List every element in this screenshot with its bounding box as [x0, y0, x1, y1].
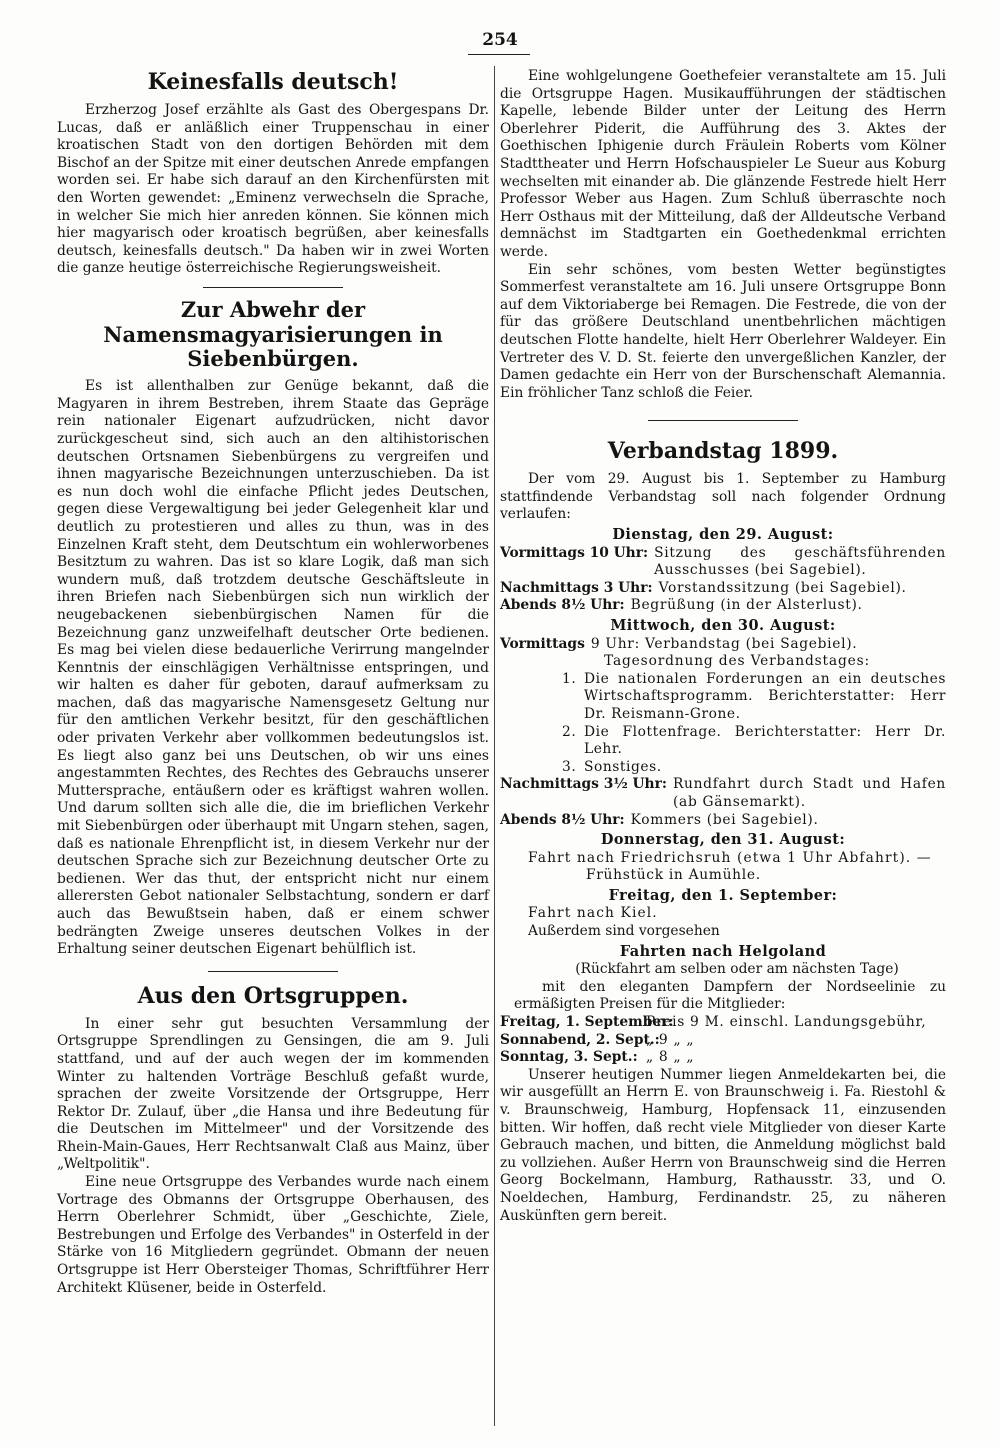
price-row	[500, 1032, 946, 1050]
program-desc: Rundfahrt durch Stadt und Hafen (ab Gänsemarkt).	[672, 776, 946, 810]
goethefeier-paragraph: Eine wohlgelungene Goethefeier veranstaltete am 15. Juli die Ortsgruppe Hagen. Musikaufführungen der städtischen Kapelle, lebende Bilder unter der Leitung des Herrn Oberlehrer Piderit, die Aufführung des 3. Aktes der Goethischen Iphigenie durch Fräulein Roberts vom Kölner Stadttheater und Herrn Hofschauspieler Le Sueur aus Koburg wechselten mit einander ab. Die glänzende Festrede hielt Herr Professor Weber aus Hagen. Zum Schluß überraschte noch Herr Osthaus mit der Mitteilung, daß der Alldeutsche Verband demnächst im Stadtgarten ein Goethedenkmal errichten werde.	[500, 68, 946, 260]
friday-note: Außerdem sind vorgesehen	[528, 923, 720, 940]
price-label: Freitag, 1. September:	[500, 1014, 674, 1031]
day-heading-thursday: Donnerstag, den 31. August:	[600, 831, 846, 849]
page-number: 254	[482, 30, 518, 50]
helgoland-title: Fahrten nach Helgoland	[619, 942, 827, 960]
program-time: Vormittags	[500, 635, 585, 652]
page-number-rule	[468, 54, 530, 55]
program-desc: 9 Uhr: Verbandstag (bei Sagebiel).	[590, 635, 858, 652]
agenda-item-text: Sonstiges.	[584, 758, 662, 775]
agenda-item-text: Die nationalen Forderungen an ein deutsches Wirtschaftsprogramm. Berichterstatter: Herr Dr. Reismann-Grone.	[584, 670, 946, 722]
program-row	[500, 597, 946, 615]
helgoland-subtitle: (Rückfahrt am selben oder am nächsten Tage)	[575, 961, 899, 978]
price-row	[500, 1014, 946, 1032]
agenda-heading: Tagesordnung des Verbandstages:	[604, 653, 870, 670]
article-title-verbandstag: Verbandstag 1899.	[607, 438, 839, 465]
left-column	[57, 64, 489, 1297]
program-time: Nachmittags 3 Uhr:	[500, 579, 653, 596]
program-desc: Vorstandssitzung (bei Sagebiel).	[658, 579, 907, 596]
price-value: Preis 9 M. einschl. Landungsgebühr,	[646, 1014, 927, 1031]
price-value: „ 9 „ „	[646, 1031, 695, 1048]
article-rule	[208, 971, 338, 972]
program-row	[500, 636, 946, 654]
article-body-ortsgruppen-1: In einer sehr gut besuchten Versammlung der Ortsgruppe Sprendlingen zu Gensingen, die am 9. Juli stattfand, und auf der auch wegen der im kommenden Winter zu haltenden Vorträge Beschluß gefaßt wurde, sprachen der zweite Vorsitzende der Ortsgruppe, Herr Rektor Dr. Zulauf, über „die Hansa und ihre Bedeutung für die Deutschen im Mittelmeer" und der Vorsitzende des Rhein-Main-Gaues, Herr Rechtsanwalt Claß aus Mainz, über „Weltpolitik".	[57, 1015, 489, 1173]
right-column	[500, 68, 946, 1225]
program-desc: Kommers (bei Sagebiel).	[630, 811, 819, 828]
closing-paragraph: Unserer heutigen Nummer liegen Anmeldekarten bei, die wir ausgefüllt an Herrn E. von Braunschweig i. Fa. Riestohl & v. Braunschweig, Hamburg, Hopfensack 11, einzusenden bitten. Wir hoffen, daß recht viele Mitglieder von dieser Karte Gebrauch machen, und bitten, die Anmeldung möglichst bald zu vollziehen. Außer Herrn von Braunschweig sind die Herren Georg Bockelmann, Hamburg, Rathausstr. 33, und O. Noeldechen, Hamburg, Ferdinandstr. 25, zu näheren Auskünften gern bereit.	[500, 1066, 946, 1224]
day-heading-wednesday: Mittwoch, den 30. August:	[610, 616, 836, 634]
verbandstag-intro: Der vom 29. August bis 1. September zu Hamburg stattfindende Verbandstag soll nach folgender Ordnung verlaufen:	[500, 471, 946, 523]
program-desc: Sitzung des geschäftsführenden Ausschusses (bei Sagebiel).	[654, 544, 946, 579]
agenda-item-number: 2.	[562, 723, 577, 740]
program-time: Abends 8½ Uhr:	[500, 811, 625, 828]
agenda-item	[500, 724, 946, 759]
article-rule	[203, 287, 343, 288]
friday-line: Fahrt nach Kiel.	[528, 905, 658, 922]
agenda-item	[500, 759, 946, 777]
program-row	[500, 580, 946, 598]
agenda-item-number: 1.	[562, 670, 577, 687]
article-body-keinesfalls: Erzherzog Josef erzählte als Gast des Obergespans Dr. Lucas, daß er anläßlich einer Truppenschau in einer kroatischen Stadt von den dortigen Behörden mit dem Bischof an der Spitze mit einer deutschen Anrede empfangen worden sei. Er habe sich darauf an den Kirchenfürsten mit den Worten gewendet: „Eminenz verwechseln die Sprache, in welcher Sie mich hier anreden können. Sie können mich hier magyarisch oder kroatisch begrüßen, aber keinesfalls deutsch, keinesfalls deutsch." Da haben wir in zwei Worten die ganze heutige österreichische Regierungsweisheit.	[57, 101, 489, 277]
price-label: Sonntag, 3. Sept.:	[500, 1049, 638, 1066]
article-body-abwehr: Es ist allenthalben zur Genüge bekannt, daß die Magyaren in ihrem Bestreben, ihrem Staate das Gepräge rein nationaler Eigenart aufzudrücken, nicht davor zurückgescheut sind, sich auch an den altihistorischen deutschen Ortsnamen Siebenbürgens zu vergreifen und ihnen magyarische Bezeichnungen unterzuschieben. Da ist es nun doch wohl die einfache Pflicht jedes Deutschen, gegen diese Vergewaltigung bei jeder Gelegenheit klar und deutlich zu protestieren und alles zu thun, was in des Einzelnen Kraft steht, dem Deutschtum ein wohlerworbenes Besitztum zu wahren. Das ist so klare Logik, daß man sich wundern muß, daß trotzdem deutsche Geschäftsleute in ihren Briefen nach Siebenbürgen sich nun wirklich der neugebackenen siebenbürgischen Namen für die Bezeichnung ganz unzweifelhaft deutscher Orte bedienen. Es mag bei vielen diese bedauerliche Verirrung mangelnder Kenntnis der einschlägigen Verhältnisse entspringen, und wir halten es daher für geboten, darauf aufmerksam zu machen, daß das magyarische Namensgesetz Geltung nur für den amtlichen Verkehr besitzt, für den geschäftlichen oder privaten Verkehr aber vollkommen bedeutungslos ist. Es liegt also ganz bei uns Deutschen, ob wir uns eines angestammten Rechtes, des Rechtes des Gebrauchs unserer Muttersprache, entäußern oder es kräftigst wahren wollen. Und darum sollten sich alle die, die im brieflichen Verkehr mit Siebenbürgen oder überhaupt mit Ungarn stehen, sagen, daß es nationale Ehrenpflicht ist, in diesem Verkehr nur der deutschen Sprache sich zur Bezeichnung deutscher Orte zu bedienen. Wer das thut, der entspricht nicht nur einem allerersten Gebot nationaler Selbstachtung, sondern er darf auch das Bewußtsein haben, daß er einem schwer bedrängten Zweige unseres deutschen Volkes in der Erhaltung seiner deutschen Eigenart behülflich ist.	[57, 378, 489, 958]
program-row	[500, 545, 946, 580]
thursday-line: Fahrt nach Friedrichsruh (etwa 1 Uhr Abfahrt). —	[528, 849, 932, 866]
article-body-ortsgruppen-2: Eine neue Ortsgruppe des Verbandes wurde nach einem Vortrage des Obmanns der Ortsgruppe Oberhausen, des Herrn Oberlehrer Schmidt, über „Geschichte, Ziele, Bestrebungen und Erfolge des Verbandes" in Osterfeld in der Stärke von 16 Mitgliedern gegründet. Obmann der neuen Ortsgruppe ist Herr Obersteiger Thomas, Schriftführer Herr Architekt Klüsener, beide in Osterfeld.	[57, 1174, 489, 1296]
article-title-abwehr-line2: Namensmagyarisierungen in Siebenbürgen.	[103, 321, 443, 372]
program-desc: Begrüßung (in der Alsterlust).	[630, 597, 863, 614]
agenda-item-number: 3.	[562, 758, 577, 775]
price-row	[500, 1049, 946, 1067]
article-title-ortsgruppen: Aus den Ortsgruppen.	[137, 982, 409, 1009]
agenda-item	[500, 671, 946, 724]
program-time: Abends 8½ Uhr:	[500, 597, 625, 614]
day-heading-friday: Freitag, den 1. September:	[608, 886, 838, 904]
article-title-abwehr-line1: Zur Abwehr der	[180, 296, 366, 322]
helgoland-text: mit den eleganten Dampfern der Nordseelinie zu ermäßigten Preisen für die Mitglieder:	[514, 978, 946, 1013]
sommerfest-paragraph: Ein sehr schönes, vom besten Wetter begünstigtes Sommerfest veranstaltete am 16. Juli unsere Ortsgruppe Bonn auf dem Viktoriaberge bei Remagen. Die Festrede, die von der für das größere Deutschland unentbehrlichen mächtigen deutschen Flotte handelte, hielt Herr Oberlehrer Waldeyer. Ein Vertreter des V. D. St. feierte den unvergeßlichen Kanzler, der Damen gedachte ein Herr von der Burschenschaft Alemannia. Ein fröhlicher Tanz schloß die Feier.	[500, 261, 946, 401]
thursday-line: Frühstück in Aumühle.	[586, 867, 761, 884]
article-rule	[648, 420, 798, 421]
column-divider	[494, 66, 495, 1426]
program-time: Vormittags 10 Uhr:	[500, 544, 649, 561]
agenda-item-text: Die Flottenfrage. Berichterstatter: Herr Dr. Lehr.	[584, 723, 946, 758]
day-heading-tuesday: Dienstag, den 29. August:	[612, 526, 834, 544]
article-title-abwehr	[57, 298, 489, 372]
price-value: „ 8 „ „	[646, 1049, 695, 1066]
article-title-keinesfalls: Keinesfalls deutsch!	[147, 69, 399, 95]
program-row	[500, 812, 946, 830]
program-time: Nachmittags 3½ Uhr:	[500, 776, 667, 793]
program-row	[500, 776, 946, 811]
price-label: Sonnabend, 2. Sept.:	[500, 1031, 660, 1048]
